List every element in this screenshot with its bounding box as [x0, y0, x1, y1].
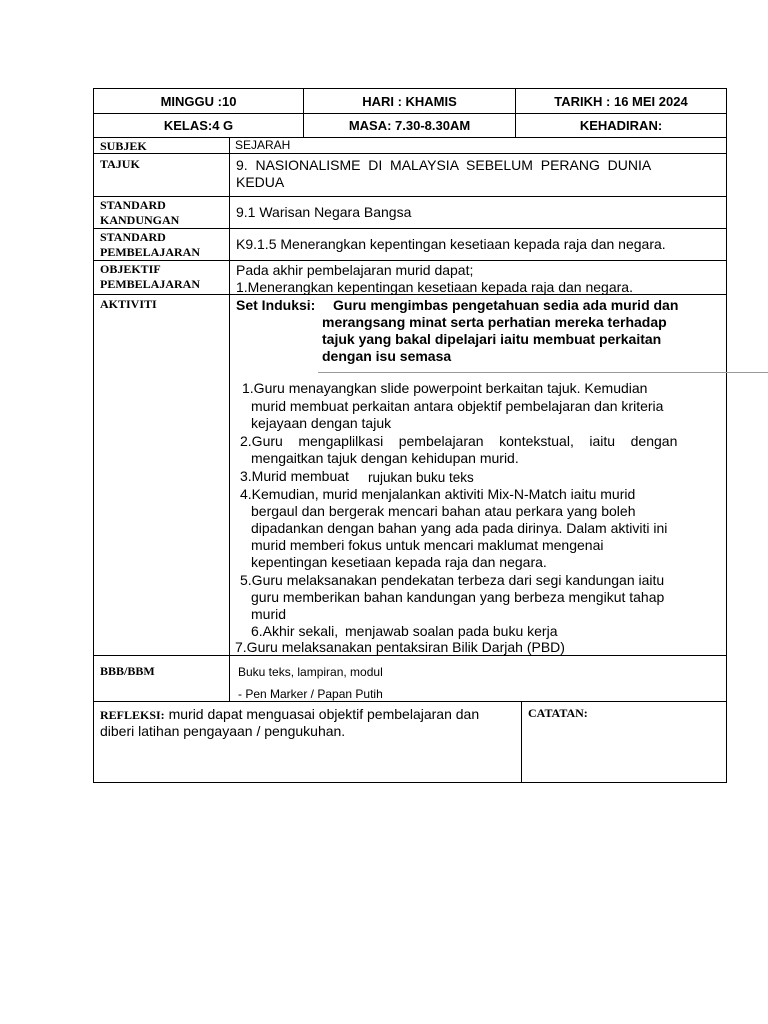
tajuk-value-cell: [229, 153, 727, 197]
aktiviti-item-4d: murid memberi fokus untuk mencari maklumat mengenai: [251, 537, 604, 553]
tajuk-value-line1: 9. NASIONALISME DI MALAYSIA SEBELUM PERANG DUNIA: [236, 157, 652, 173]
aktiviti-item-4b: bergaul dan bergerak mencari bahan atau perkara yang boleh: [251, 503, 636, 519]
standard-kandungan-label-cell: [93, 196, 230, 229]
refleksi-text-line1: murid dapat menguasai objektif pembelajaran dan: [168, 706, 480, 722]
aktiviti-item-3b: rujukan buku teks: [368, 470, 474, 485]
subjek-label-cell: [93, 137, 230, 154]
objektif-value-cell: [229, 260, 727, 295]
aktiviti-label: AKTIVITI: [100, 297, 157, 311]
aktiviti-item-1c: kejayaan dengan tajuk: [251, 415, 392, 431]
objektif-label-cell: [93, 260, 230, 295]
kelas-cell: [93, 113, 304, 138]
tajuk-label: TAJUK: [100, 157, 140, 171]
kehadiran-text: KEHADIRAN:: [579, 118, 663, 133]
standard-pembelajaran-value: K9.1.5 Menerangkan kepentingan kesetiaan kepada raja dan negara.: [236, 236, 666, 252]
standard-pembelajaran-value-cell: [229, 228, 727, 261]
minggu-cell: [93, 88, 304, 114]
set-induksi-label: Set Induksi:: [236, 297, 316, 313]
bbb-label-cell: [93, 655, 230, 702]
refleksi-text-line2: diberi latihan pengayaan / pengukuhan.: [100, 723, 346, 739]
masa-text: MASA: 7.30-8.30AM: [348, 118, 471, 133]
set-induksi-line3: tajuk yang bakal dipelajari iaitu membuat perkaitan: [322, 331, 662, 347]
hari-cell: [303, 88, 516, 114]
aktiviti-separator-line: [318, 372, 768, 373]
catatan-cell: [521, 701, 727, 783]
aktiviti-item-2a: 2.Guru mengaplilkasi pembelajaran kontekstual, iaitu dengan: [240, 433, 678, 449]
bbb-value-line2: - Pen Marker / Papan Putih: [238, 687, 383, 701]
refleksi-cell: [93, 701, 522, 783]
standard-kandungan-label-2: KANDUNGAN: [100, 213, 180, 227]
aktiviti-item-7: 7.Guru melaksanakan pentaksiran Bilik Darjah (PBD): [235, 639, 565, 655]
set-induksi-line2: merangsang minat serta perhatian mereka terhadap: [322, 314, 667, 330]
minggu-text: MINGGU :10: [160, 93, 237, 109]
aktiviti-item-1a: 1.Guru menayangkan slide powerpoint berkaitan tajuk. Kemudian: [242, 380, 648, 396]
set-induksi-line1: Guru mengimbas pengetahuan sedia ada murid dan: [333, 297, 679, 313]
refleksi-label: REFLEKSI:: [100, 708, 165, 722]
bbb-value-line1: Buku teks, lampiran, modul: [238, 665, 383, 679]
aktiviti-item-4c: dipadankan dengan bahan yang ada pada dirinya. Dalam aktiviti ini: [251, 520, 668, 536]
standard-pembelajaran-label-1: STANDARD: [100, 230, 166, 244]
subjek-value-cell: [229, 137, 727, 154]
objektif-value-line2: 1.Menerangkan kepentingan kesetiaan kepada raja dan negara.: [236, 279, 633, 295]
standard-kandungan-label-1: STANDARD: [100, 198, 166, 212]
aktiviti-value-cell: [229, 294, 727, 656]
aktiviti-item-2b: mengaitkan tajuk dengan kehidupan murid.: [251, 450, 519, 466]
standard-kandungan-value: 9.1 Warisan Negara Bangsa: [236, 204, 412, 220]
catatan-label: CATATAN:: [528, 706, 588, 720]
masa-cell: [303, 113, 516, 138]
standard-pembelajaran-label-2: PEMBELAJARAN: [100, 245, 201, 259]
hari-text: HARI : KHAMIS: [362, 93, 457, 109]
aktiviti-item-4a: 4.Kemudian, murid menjalankan aktiviti Mix-N-Match iaitu murid: [240, 486, 636, 502]
tarikh-text: TARIKH : 16 MEI 2024: [554, 93, 688, 109]
kehadiran-cell: [515, 113, 727, 138]
bbb-value-cell: [229, 655, 727, 702]
tajuk-label-cell: [93, 153, 230, 197]
aktiviti-label-cell: [93, 294, 230, 656]
tarikh-cell: [515, 88, 727, 114]
aktiviti-item-6a: 6.Akhir sekali,: [251, 623, 339, 639]
set-induksi-line4: dengan isu semasa: [322, 348, 452, 364]
standard-kandungan-value-cell: [229, 196, 727, 229]
objektif-label-2: PEMBELAJARAN: [100, 277, 201, 291]
aktiviti-item-3a: 3.Murid membuat: [240, 468, 349, 484]
aktiviti-item-1b: murid membuat perkaitan antara objektif pembelajaran dan kriteria: [251, 398, 664, 414]
aktiviti-item-4e: kepentingan kesetiaan kepada raja dan negara.: [251, 554, 547, 570]
objektif-value-line1: Pada akhir pembelajaran murid dapat;: [236, 262, 474, 278]
aktiviti-item-5a: 5.Guru melaksanakan pendekatan terbeza dari segi kandungan iaitu: [240, 572, 665, 588]
tajuk-value-line2: KEDUA: [236, 174, 285, 190]
aktiviti-item-5c: murid: [251, 606, 287, 622]
subjek-label: SUBJEK: [100, 139, 147, 153]
aktiviti-item-6b: menjawab soalan pada buku kerja: [345, 623, 558, 639]
objektif-label-1: OBJEKTIF: [100, 262, 161, 276]
subjek-value: SEJARAH: [235, 138, 291, 152]
standard-pembelajaran-label-cell: [93, 228, 230, 261]
aktiviti-item-5b: guru memberikan bahan kandungan yang berbeza mengikut tahap: [251, 589, 665, 605]
kelas-text: KELAS:4 G: [163, 118, 234, 133]
bbb-label: BBB/BBM: [100, 664, 155, 678]
